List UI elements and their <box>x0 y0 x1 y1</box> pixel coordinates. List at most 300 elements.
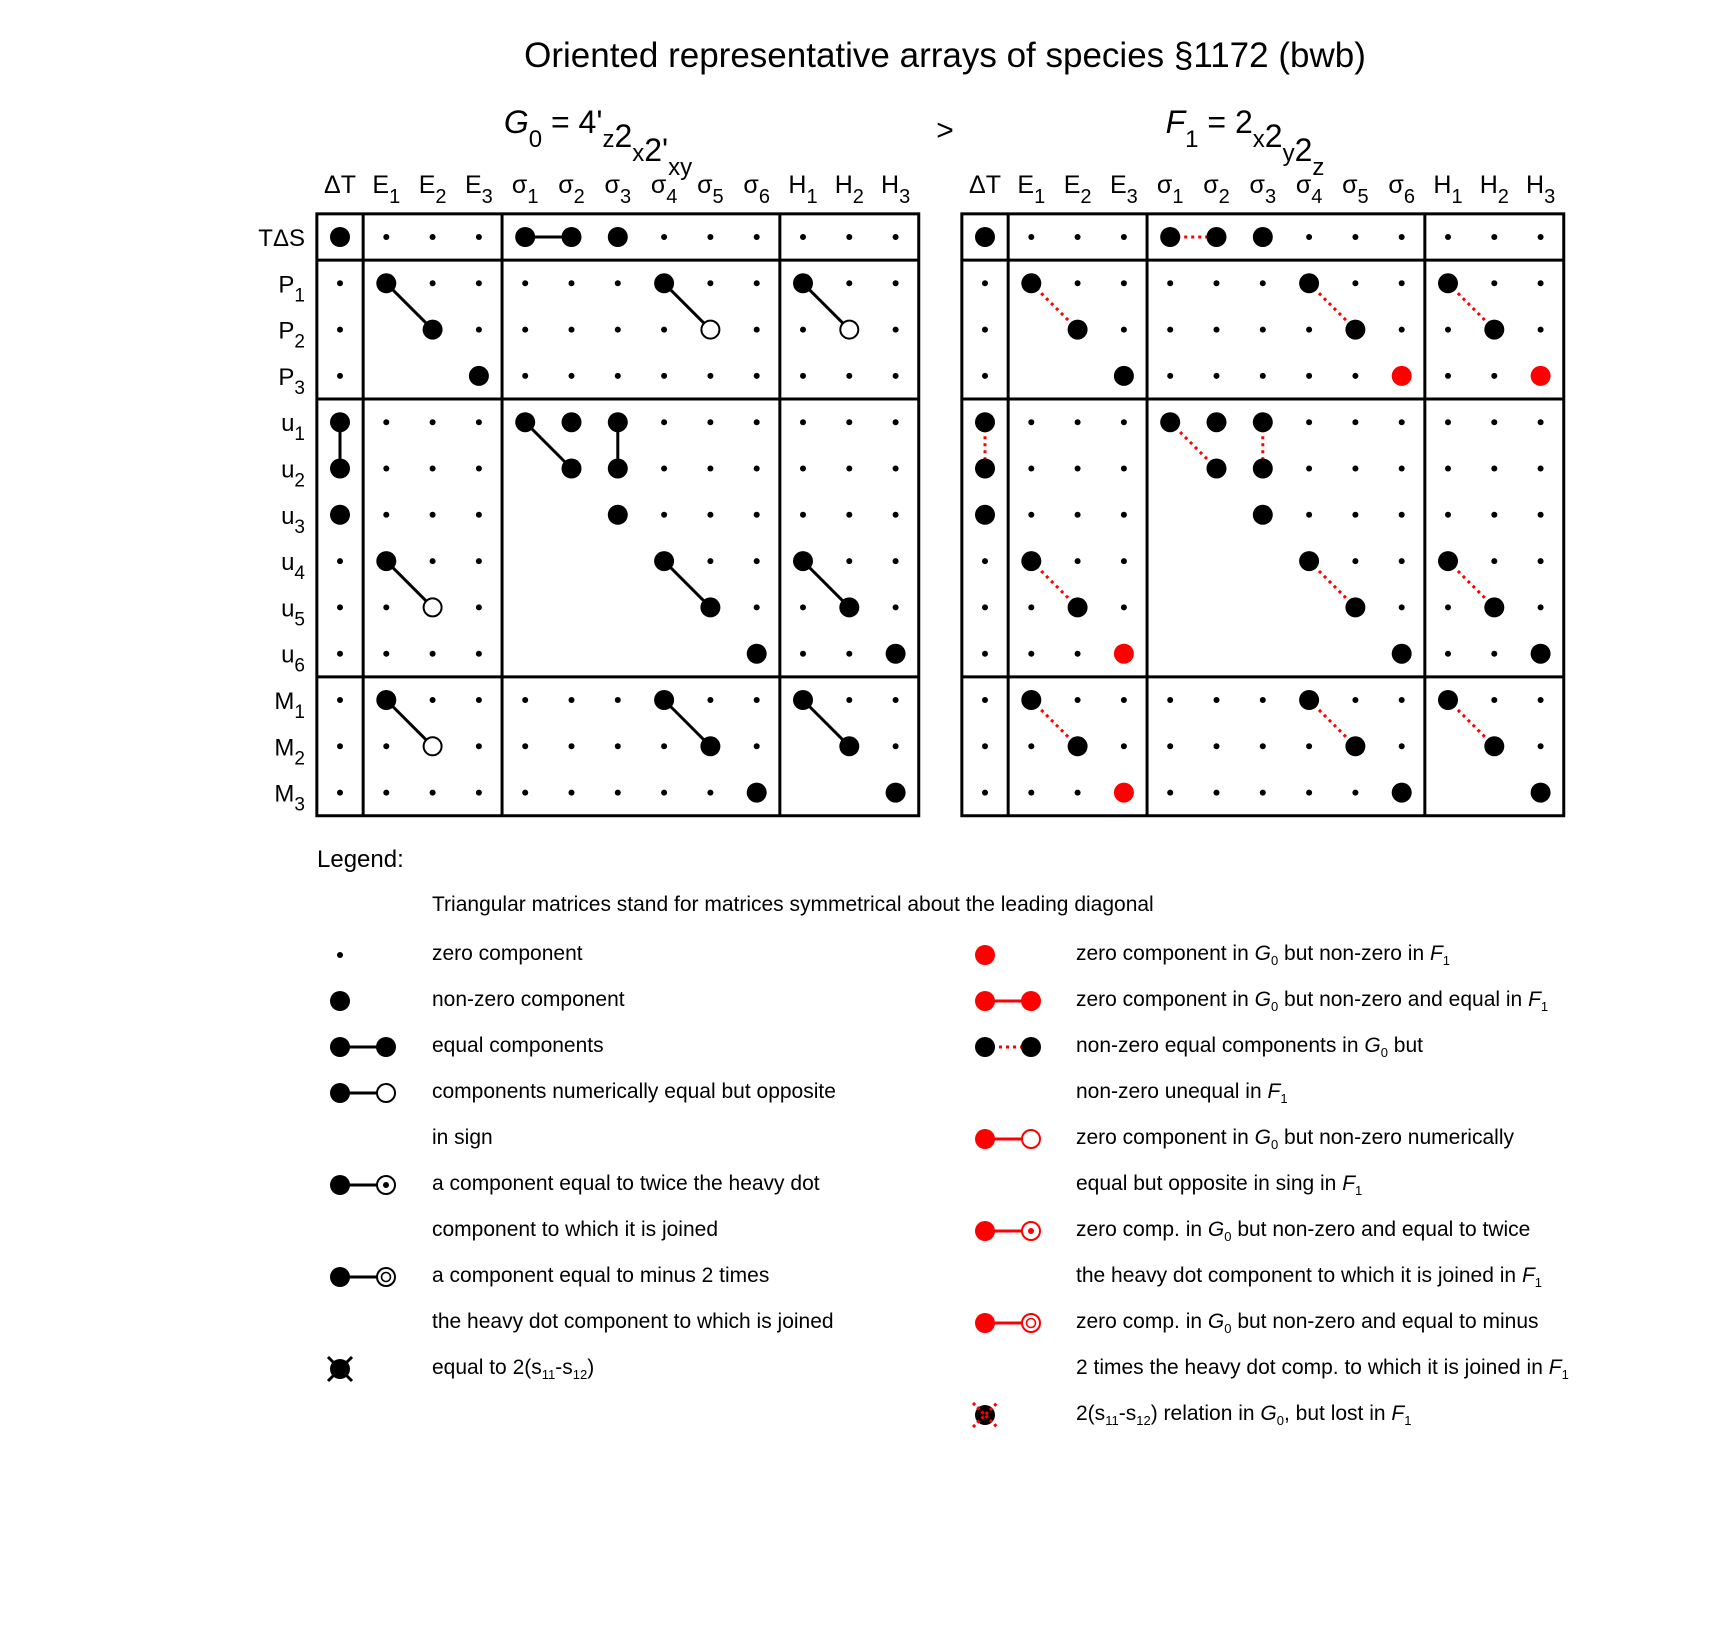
zero-component <box>1399 419 1405 425</box>
column-header: $H_1$ <box>788 171 818 208</box>
zero-component <box>1445 234 1451 240</box>
nonzero-component <box>793 551 813 571</box>
zero-component <box>383 604 389 610</box>
zero-component <box>615 790 621 796</box>
zero-component <box>846 651 852 657</box>
zero-component <box>754 419 760 425</box>
red-dot-icon <box>975 945 995 965</box>
link-end-center <box>383 1182 389 1188</box>
zero-component <box>1352 790 1358 796</box>
opposite-component <box>424 737 442 755</box>
zero-component <box>1352 512 1358 518</box>
nonzero-component <box>1114 366 1134 386</box>
nonzero-component <box>975 412 995 432</box>
zero-component <box>754 697 760 703</box>
zero-component <box>430 558 436 564</box>
link-end <box>377 1268 395 1286</box>
nonzero-component <box>1253 412 1273 432</box>
zero-component <box>383 466 389 472</box>
link-start <box>330 1267 350 1287</box>
nonzero-component <box>654 273 674 293</box>
nonzero-component <box>562 227 582 247</box>
zero-component <box>430 512 436 518</box>
nonzero-component <box>1299 690 1319 710</box>
zero-component <box>893 280 899 286</box>
zero-component <box>1121 697 1127 703</box>
zero-component <box>1075 512 1081 518</box>
nonzero-component <box>886 644 906 664</box>
zero-component <box>1306 419 1312 425</box>
zero-component <box>1538 558 1544 564</box>
zero-component <box>1121 743 1127 749</box>
zero-component <box>800 327 806 333</box>
nonzero-component <box>1021 690 1041 710</box>
zero-component <box>982 651 988 657</box>
zero-component <box>615 697 621 703</box>
zero-component <box>1445 327 1451 333</box>
row-header: $u_3$ <box>281 502 305 538</box>
new-nonzero-component <box>1114 644 1134 664</box>
link-start <box>330 1083 350 1103</box>
group-symbol-F1: $F_1 = 2_x2_y2_z$ <box>1165 104 1325 181</box>
zero-component <box>430 651 436 657</box>
legend-entry-text: zero component in $G_0$ but non-zero numerically <box>1076 1126 1514 1152</box>
zero-component <box>661 743 667 749</box>
column-header: $\sigma_5$ <box>1342 171 1369 208</box>
link-end <box>377 1084 395 1102</box>
nonzero-component <box>1068 736 1088 756</box>
zero-component <box>846 466 852 472</box>
nonzero-component <box>747 644 767 664</box>
zero-component <box>1445 512 1451 518</box>
legend-entry-text: equal components <box>432 1034 604 1057</box>
zero-component <box>1399 280 1405 286</box>
zero-component <box>1306 327 1312 333</box>
zero-component <box>1121 466 1127 472</box>
zero-component <box>1538 697 1544 703</box>
zero-component <box>1306 466 1312 472</box>
zero-component <box>1399 697 1405 703</box>
zero-component <box>476 466 482 472</box>
column-header: $H_3$ <box>881 171 911 208</box>
nonzero-component <box>1438 690 1458 710</box>
row-header: $M_1$ <box>274 688 305 723</box>
nonzero-component <box>1345 736 1365 756</box>
zero-component <box>893 327 899 333</box>
zero-component <box>893 234 899 240</box>
zero-component <box>1075 697 1081 703</box>
zero-component <box>1491 234 1497 240</box>
column-header: $\sigma_3$ <box>1249 171 1277 208</box>
zero-component <box>1167 697 1173 703</box>
zero-component <box>661 466 667 472</box>
zero-component <box>1028 234 1034 240</box>
column-header: $H_2$ <box>834 171 864 208</box>
zero-component <box>1167 373 1173 379</box>
zero-component <box>1445 373 1451 379</box>
legend-entry-text: zero component in $G_0$ but non-zero and equal in $F_1$ <box>1076 988 1549 1014</box>
zero-component <box>1352 558 1358 564</box>
zero-component <box>1121 280 1127 286</box>
column-header: $H_2$ <box>1479 171 1509 208</box>
zero-component <box>1214 743 1220 749</box>
nonzero-component <box>1392 783 1412 803</box>
zero-component <box>982 558 988 564</box>
nonzero-component <box>1207 412 1227 432</box>
opposite-component <box>424 598 442 616</box>
zero-component <box>430 234 436 240</box>
zero-component <box>569 790 575 796</box>
column-header: $\sigma_1$ <box>511 171 539 208</box>
link-end <box>376 1037 396 1057</box>
zero-component <box>800 604 806 610</box>
zero-component <box>1028 466 1034 472</box>
zero-component <box>707 512 713 518</box>
zero-component <box>800 651 806 657</box>
zero-component <box>1538 604 1544 610</box>
zero-component <box>337 743 343 749</box>
zero-component <box>1121 604 1127 610</box>
zero-component <box>800 373 806 379</box>
column-header: ΔT <box>324 171 356 199</box>
zero-component <box>707 373 713 379</box>
nonzero-component <box>1484 597 1504 617</box>
zero-component <box>383 419 389 425</box>
zero-component <box>1538 234 1544 240</box>
zero-component <box>1491 419 1497 425</box>
nonzero-component <box>1345 320 1365 340</box>
nonzero-component <box>1484 320 1504 340</box>
zero-component <box>476 743 482 749</box>
zero-component <box>1028 419 1034 425</box>
column-header: $\sigma_4$ <box>650 171 678 208</box>
nonzero-component <box>608 505 628 525</box>
legend-entry-text: component to which it is joined <box>432 1218 718 1241</box>
legend-entry-text: in sign <box>432 1126 493 1149</box>
zero-component <box>754 512 760 518</box>
nonzero-component <box>1438 551 1458 571</box>
row-header: $M_2$ <box>274 734 305 770</box>
zero-component <box>1538 466 1544 472</box>
zero-component <box>337 280 343 286</box>
column-header: $E_3$ <box>1109 171 1138 208</box>
zero-component <box>522 697 528 703</box>
link-start <box>330 1175 350 1195</box>
link-start <box>975 1221 995 1241</box>
zero-component <box>1538 327 1544 333</box>
zero-component <box>1538 512 1544 518</box>
link-start <box>330 1037 350 1057</box>
zero-component <box>754 373 760 379</box>
nonzero-component <box>423 320 443 340</box>
zero-component <box>476 234 482 240</box>
nonzero-component <box>562 412 582 432</box>
zero-component <box>1075 419 1081 425</box>
link-start <box>975 1037 995 1057</box>
zero-component <box>1352 234 1358 240</box>
zero-component <box>522 790 528 796</box>
legend-entry-text: non-zero unequal in $F_1$ <box>1076 1080 1288 1106</box>
zero-component <box>1075 790 1081 796</box>
zero-component <box>754 604 760 610</box>
zero-component <box>1399 466 1405 472</box>
nonzero-component <box>1253 459 1273 479</box>
column-header: $E_1$ <box>372 171 401 208</box>
legend-note: Triangular matrices stand for matrices symmetrical about the leading diagonal <box>432 893 1154 916</box>
zero-component <box>1399 512 1405 518</box>
zero-component <box>1214 697 1220 703</box>
zero-component <box>982 697 988 703</box>
zero-component <box>707 466 713 472</box>
zero-component <box>615 743 621 749</box>
zero-component <box>893 466 899 472</box>
zero-component <box>1167 790 1173 796</box>
link-end <box>1022 1314 1040 1332</box>
zero-component <box>522 327 528 333</box>
zero-component <box>1260 697 1266 703</box>
column-header: $H_3$ <box>1526 171 1556 208</box>
zero-component <box>337 790 343 796</box>
legend-entry-text: equal to $2(s_{11}-s_{12})$ <box>432 1356 595 1382</box>
new-nonzero-component <box>1114 783 1134 803</box>
zero-dot-icon <box>337 952 343 958</box>
zero-component <box>1306 234 1312 240</box>
nonzero-component <box>1392 644 1412 664</box>
link-end-center <box>1028 1228 1034 1234</box>
row-header: $P_2$ <box>278 317 305 353</box>
nonzero-component <box>515 227 535 247</box>
link-start <box>975 991 995 1011</box>
zero-component <box>430 280 436 286</box>
zero-component <box>615 280 621 286</box>
zero-component <box>661 373 667 379</box>
zero-component <box>1491 512 1497 518</box>
group-relation-symbol: > <box>936 114 954 147</box>
nonzero-component <box>330 505 350 525</box>
zero-component <box>800 512 806 518</box>
column-header: $\sigma_1$ <box>1156 171 1184 208</box>
legend-heading: Legend: <box>317 846 404 873</box>
zero-component <box>383 743 389 749</box>
zero-component <box>846 558 852 564</box>
column-header: $E_2$ <box>1063 171 1092 208</box>
nonzero-component <box>608 227 628 247</box>
zero-component <box>1352 280 1358 286</box>
nonzero-component <box>1207 227 1227 247</box>
zero-component <box>1028 790 1034 796</box>
zero-component <box>1260 743 1266 749</box>
zero-component <box>846 280 852 286</box>
nonzero-component <box>1021 273 1041 293</box>
zero-component <box>430 697 436 703</box>
zero-component <box>476 604 482 610</box>
zero-component <box>1306 512 1312 518</box>
zero-component <box>754 558 760 564</box>
nonzero-component <box>1531 783 1551 803</box>
group-symbol-G0: $G_0 = 4'_z2_x2'_{xy}$ <box>503 104 693 181</box>
zero-component <box>1352 466 1358 472</box>
column-header: $\sigma_4$ <box>1295 171 1323 208</box>
zero-component <box>893 604 899 610</box>
zero-component <box>800 234 806 240</box>
row-header: $P_1$ <box>278 271 305 307</box>
zero-component <box>707 697 713 703</box>
column-header: $\sigma_2$ <box>558 171 585 208</box>
zero-component <box>754 280 760 286</box>
zero-component <box>893 419 899 425</box>
heavy-dot-icon <box>330 991 350 1011</box>
zero-component <box>569 743 575 749</box>
legend-entry-text: a component equal to twice the heavy dot <box>432 1172 820 1195</box>
nonzero-component <box>886 783 906 803</box>
zero-component <box>800 419 806 425</box>
zero-component <box>1075 234 1081 240</box>
column-header: ΔT <box>969 171 1001 199</box>
nonzero-component <box>1253 505 1273 525</box>
column-header: $\sigma_3$ <box>604 171 632 208</box>
zero-component <box>893 512 899 518</box>
row-header: $u_5$ <box>281 595 305 631</box>
zero-component <box>846 419 852 425</box>
zero-component <box>476 327 482 333</box>
legend-entry-text: zero comp. in $G_0$ but non-zero and equal to twice <box>1076 1218 1531 1244</box>
new-nonzero-component <box>1531 366 1551 386</box>
nonzero-component <box>562 459 582 479</box>
nonzero-component <box>839 736 859 756</box>
zero-component <box>1260 790 1266 796</box>
column-header: $\sigma_5$ <box>697 171 724 208</box>
zero-component <box>1445 604 1451 610</box>
zero-component <box>569 697 575 703</box>
zero-component <box>476 697 482 703</box>
zero-component <box>1491 280 1497 286</box>
zero-component <box>1028 512 1034 518</box>
zero-component <box>1121 234 1127 240</box>
zero-component <box>1121 512 1127 518</box>
zero-component <box>982 280 988 286</box>
zero-component <box>893 373 899 379</box>
nonzero-component <box>1253 227 1273 247</box>
zero-component <box>1491 466 1497 472</box>
nonzero-component <box>654 690 674 710</box>
nonzero-component <box>1068 320 1088 340</box>
zero-component <box>1352 697 1358 703</box>
row-header: $u_4$ <box>281 549 305 585</box>
zero-component <box>569 373 575 379</box>
row-header: $u_2$ <box>281 456 305 492</box>
zero-component <box>1214 280 1220 286</box>
nonzero-component <box>700 736 720 756</box>
opposite-component <box>701 321 719 339</box>
zero-component <box>337 373 343 379</box>
nonzero-component <box>515 412 535 432</box>
column-header: $H_1$ <box>1433 171 1463 208</box>
zero-component <box>1260 327 1266 333</box>
zero-component <box>1075 651 1081 657</box>
zero-component <box>1214 327 1220 333</box>
nonzero-component <box>376 690 396 710</box>
zero-component <box>337 651 343 657</box>
column-header: $\sigma_2$ <box>1203 171 1230 208</box>
zero-component <box>661 419 667 425</box>
legend-entry-text: the heavy dot component to which is joined <box>432 1310 834 1333</box>
zero-component <box>1214 373 1220 379</box>
row-header: $u_6$ <box>281 641 305 677</box>
zero-component <box>1445 466 1451 472</box>
nonzero-component <box>1160 412 1180 432</box>
nonzero-component <box>608 412 628 432</box>
nonzero-component <box>975 227 995 247</box>
nonzero-component <box>608 459 628 479</box>
zero-component <box>476 790 482 796</box>
zero-component <box>476 280 482 286</box>
zero-component <box>1445 419 1451 425</box>
nonzero-component <box>975 505 995 525</box>
nonzero-component <box>793 690 813 710</box>
zero-component <box>1538 743 1544 749</box>
row-header: $M_3$ <box>274 780 305 816</box>
nonzero-component <box>1021 551 1041 571</box>
zero-component <box>1167 327 1173 333</box>
zero-component <box>661 234 667 240</box>
zero-component <box>1028 743 1034 749</box>
zero-component <box>383 512 389 518</box>
zero-component <box>1075 558 1081 564</box>
zero-component <box>1075 466 1081 472</box>
legend-entry-text: zero component <box>432 942 583 965</box>
zero-component <box>982 743 988 749</box>
zero-component <box>1306 790 1312 796</box>
nonzero-component <box>975 459 995 479</box>
zero-component <box>1491 697 1497 703</box>
zero-component <box>1075 280 1081 286</box>
legend-entry-text: equal but opposite in sing in $F_1$ <box>1076 1172 1363 1198</box>
zero-component <box>1214 790 1220 796</box>
zero-component <box>1352 373 1358 379</box>
zero-component <box>846 234 852 240</box>
zero-component <box>430 466 436 472</box>
zero-component <box>569 280 575 286</box>
zero-component <box>1260 280 1266 286</box>
nonzero-component <box>469 366 489 386</box>
zero-component <box>615 373 621 379</box>
zero-component <box>383 651 389 657</box>
link-end <box>1021 1037 1041 1057</box>
zero-component <box>707 280 713 286</box>
zero-component <box>1445 651 1451 657</box>
zero-component <box>1306 373 1312 379</box>
zero-component <box>1167 280 1173 286</box>
zero-component <box>1306 743 1312 749</box>
nonzero-component <box>1160 227 1180 247</box>
nonzero-component <box>1484 736 1504 756</box>
nonzero-component <box>1345 597 1365 617</box>
legend-entry-text: $2(s_{11}-s_{12})$ relation in $G_0$, but lost in $F_1$ <box>1076 1402 1412 1428</box>
zero-component <box>1028 651 1034 657</box>
zero-component <box>1352 419 1358 425</box>
zero-component <box>476 651 482 657</box>
zero-component <box>1399 558 1405 564</box>
nonzero-component <box>747 783 767 803</box>
nonzero-component <box>839 597 859 617</box>
zero-component <box>1260 373 1266 379</box>
zero-component <box>337 558 343 564</box>
link-start <box>975 1313 995 1333</box>
zero-component <box>383 790 389 796</box>
zero-component <box>1167 743 1173 749</box>
legend-entry-text: a component equal to minus 2 times <box>432 1264 770 1287</box>
zero-component <box>846 373 852 379</box>
